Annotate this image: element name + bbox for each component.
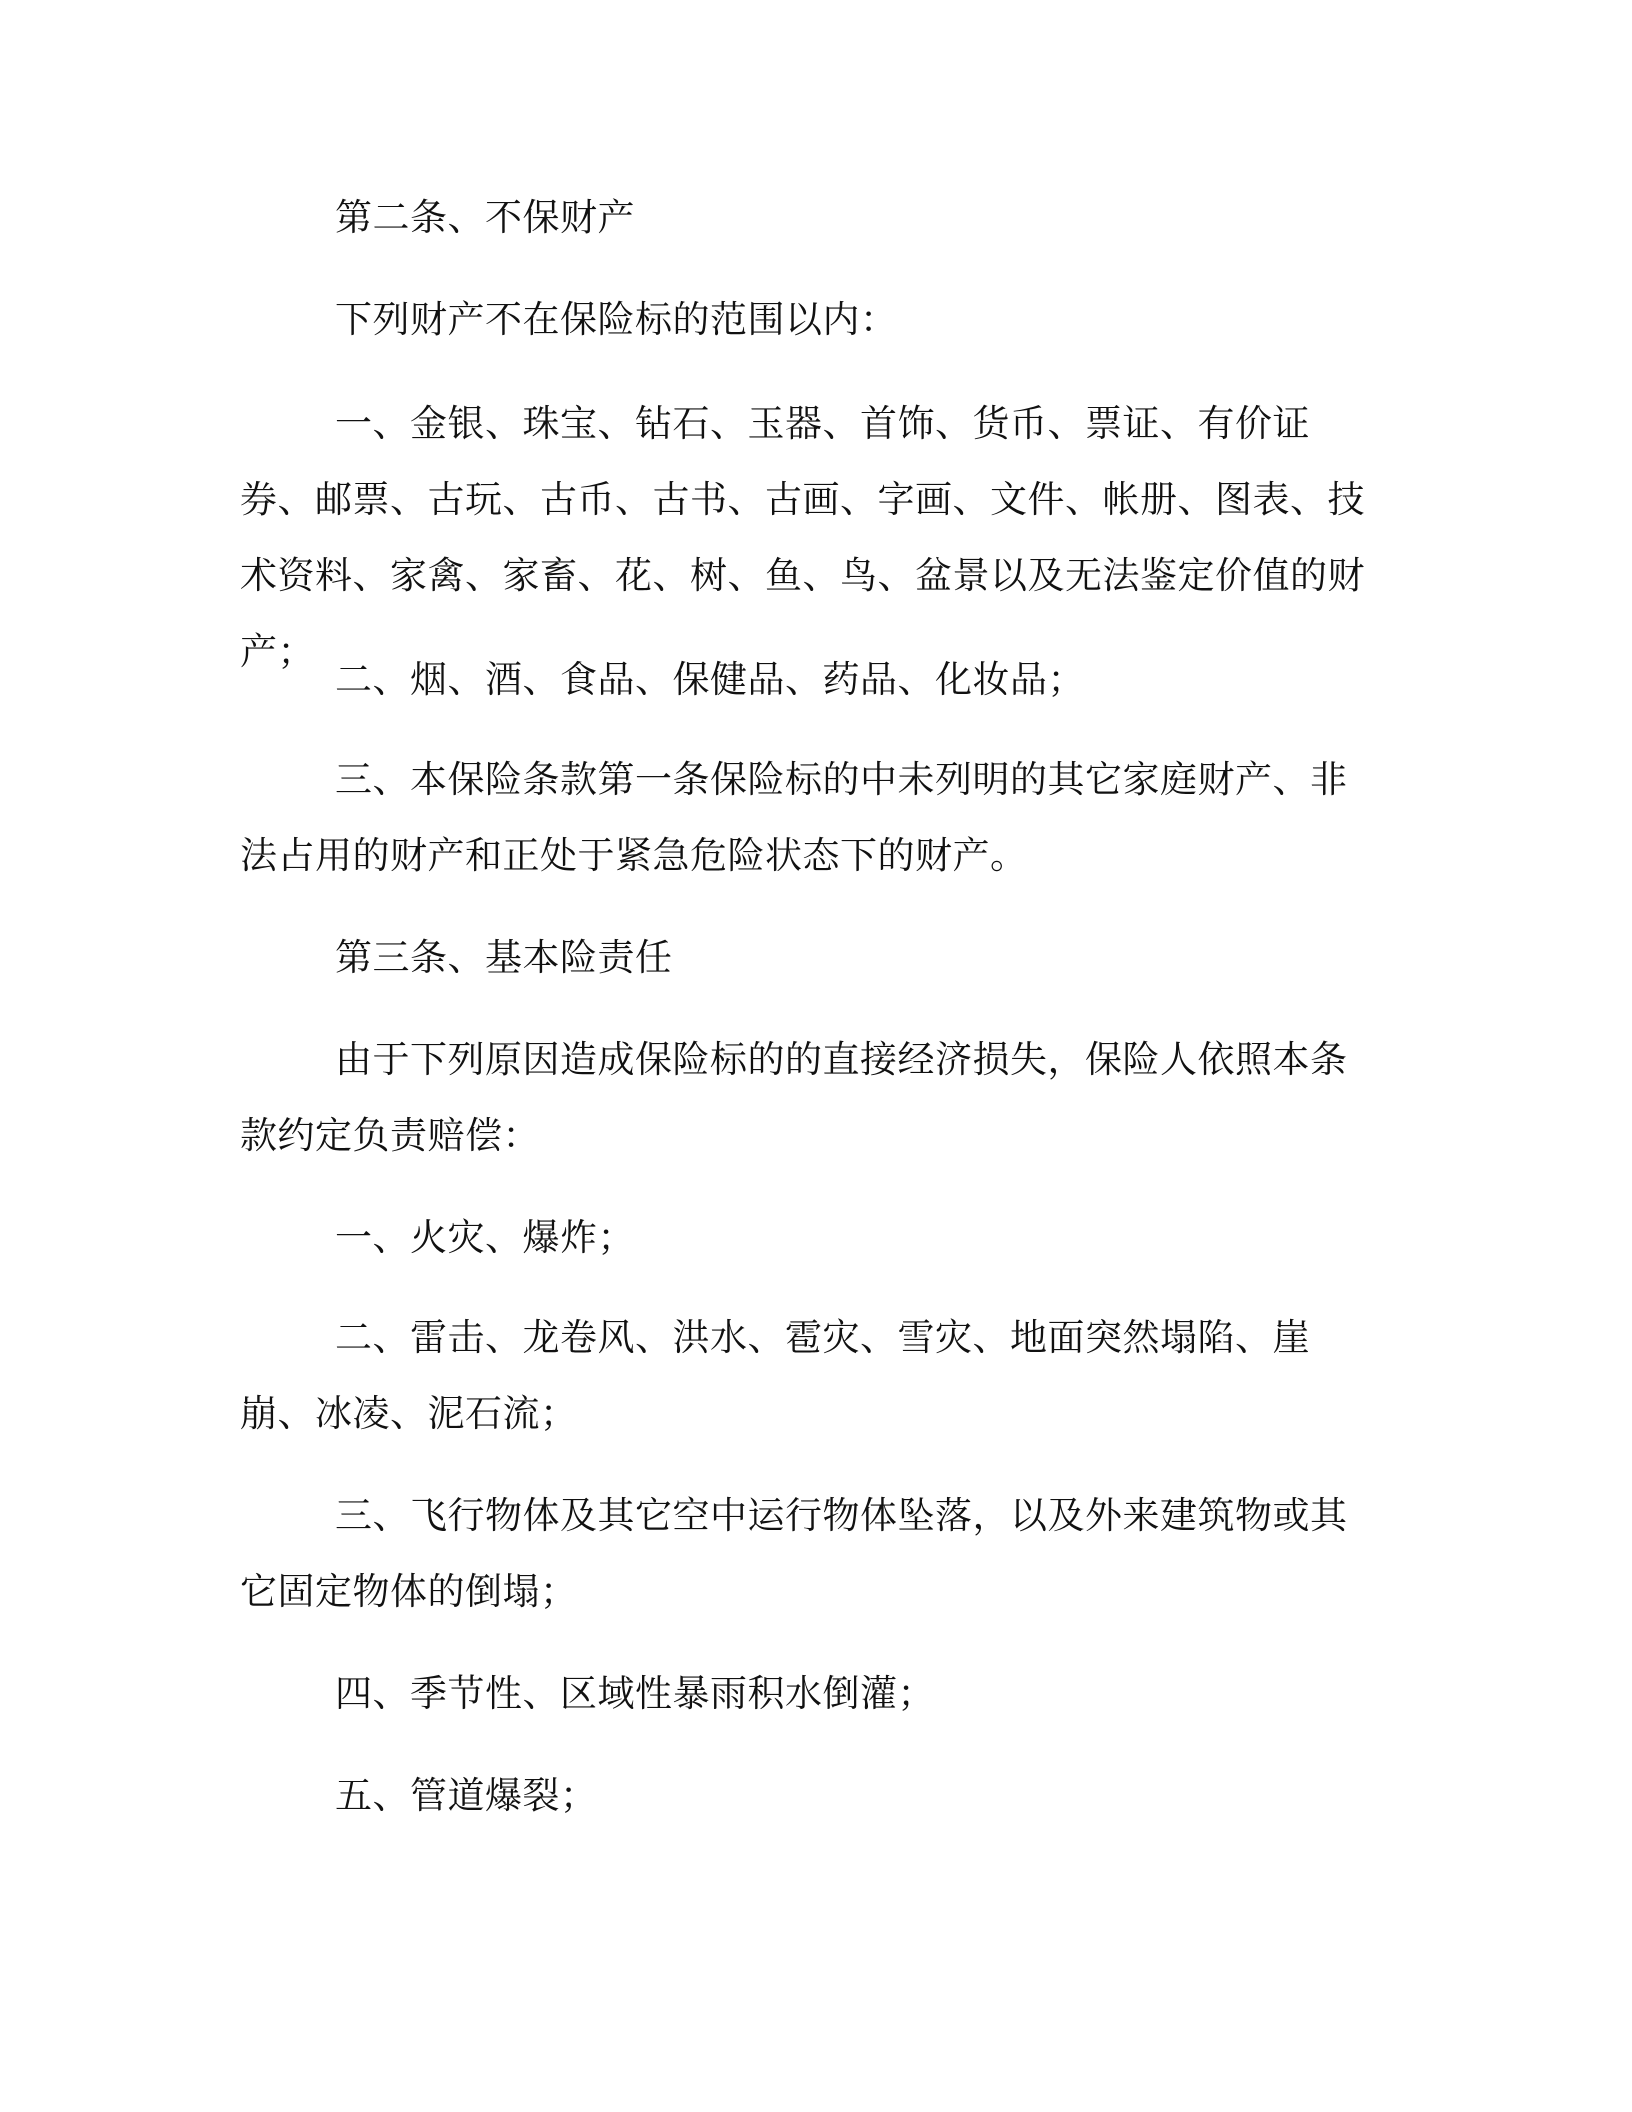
list-item: 三、飞行物体及其它空中运行物体坠落，以及外来建筑物或其它固定物体的倒塌； xyxy=(240,1494,1348,1613)
paragraph: 下列财产不在保险标的范围以内： xyxy=(335,298,898,341)
list-item: 一、火灾、爆炸； xyxy=(335,1216,635,1259)
section-heading-article-3: 第三条、基本险责任 xyxy=(335,936,673,979)
list-item: 五、管道爆裂； xyxy=(335,1774,598,1817)
list-item: 二、雷击、龙卷风、洪水、雹灾、雪灾、地面突然塌陷、崖崩、冰凌、泥石流； xyxy=(240,1316,1310,1435)
list-item: 二、烟、酒、食品、保健品、药品、化妆品； xyxy=(335,658,1085,701)
list-item: 四、季节性、区域性暴雨积水倒灌； xyxy=(335,1672,935,1715)
section-heading-article-2: 第二条、不保财产 xyxy=(335,196,635,239)
list-item: 三、本保险条款第一条保险标的中未列明的其它家庭财产、非法占用的财产和正处于紧急危险状态下的财产。 xyxy=(240,758,1348,877)
list-item: 一、金银、珠宝、钻石、玉器、首饰、货币、票证、有价证券、邮票、古玩、古币、古书、古画、字画、文件、帐册、图表、技术资料、家禽、家畜、花、树、鱼、鸟、盆景以及无法鉴定价值的财产； xyxy=(240,402,1365,673)
paragraph: 由于下列原因造成保险标的的直接经济损失，保险人依照本条款约定负责赔偿： xyxy=(240,1038,1348,1157)
